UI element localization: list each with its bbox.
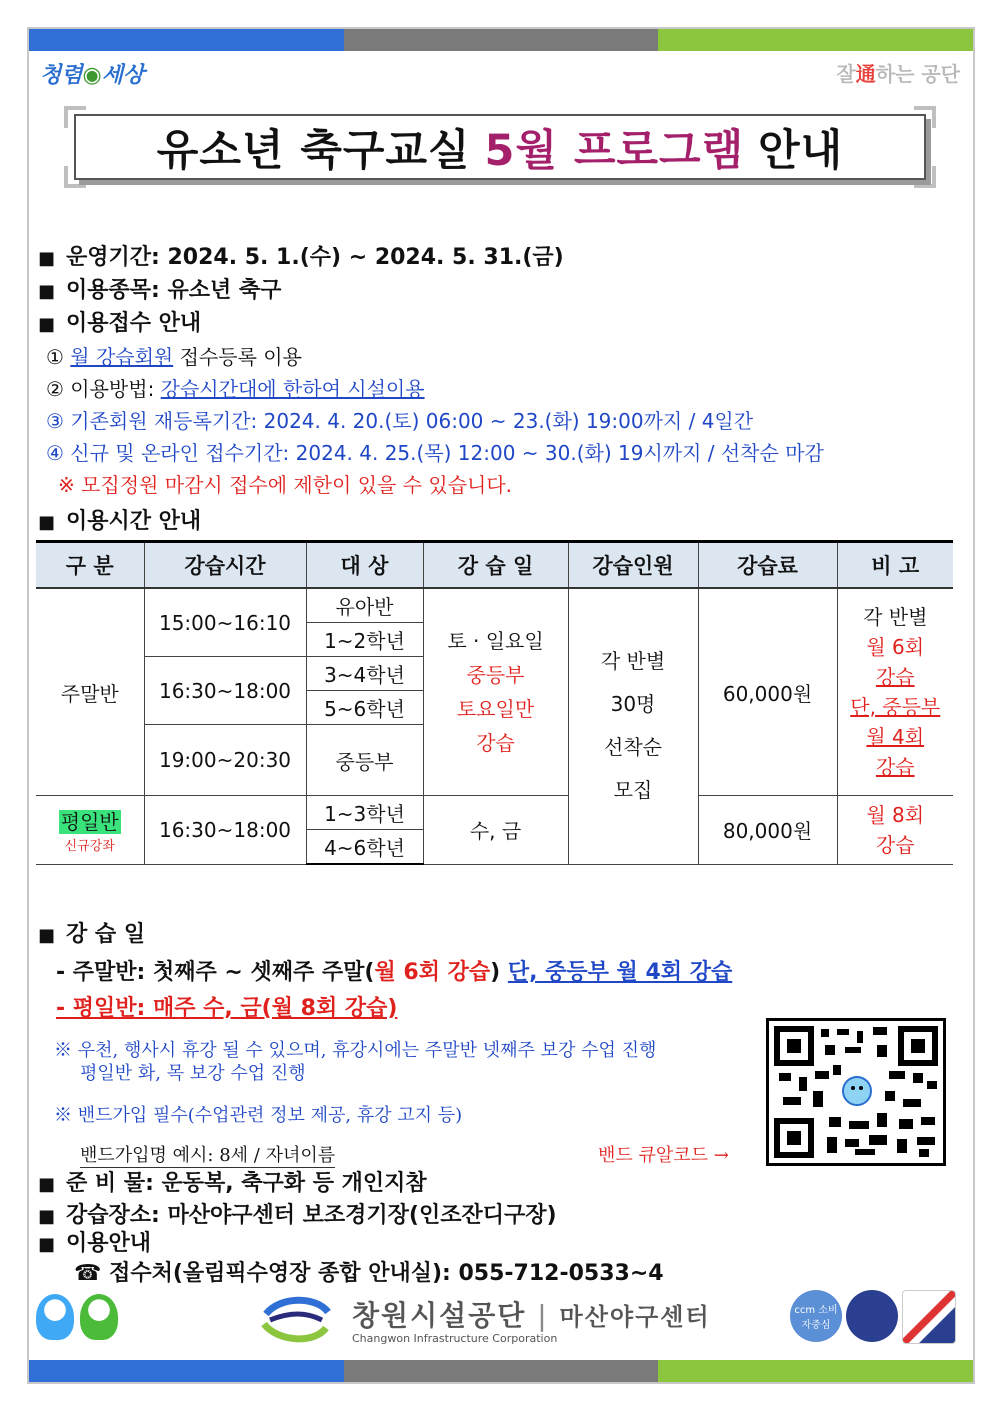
clean-world-logo: 청렴◉세상	[40, 62, 145, 88]
col-header-time: 강습시간	[144, 542, 306, 589]
time-slot: 16:30~18:00	[144, 796, 306, 865]
registration-heading: ■ 이용접수 안내	[38, 311, 202, 336]
col-header-fee: 강습료	[698, 542, 837, 589]
time-slot: 19:00~20:30	[144, 725, 306, 796]
target-cell: 4~6학년	[306, 830, 423, 865]
target-cell: 3~4학년	[306, 657, 423, 691]
top-color-bar	[29, 29, 973, 51]
col-header-target: 대 상	[306, 542, 423, 589]
ccm-badge: ccm 소비자중심	[790, 1290, 842, 1342]
page-title: 유소년 축구교실 5월 프로그램 안내	[74, 114, 926, 180]
weekend-remark: 각 반별 월 6회 강습 단, 중등부 월 4회 강습	[837, 588, 953, 796]
weekend-fee: 60,000원	[698, 588, 837, 796]
target-cell: 중등부	[306, 725, 423, 796]
registration-item-2: ② 이용방법: 강습시간대에 한하여 시설이용	[46, 377, 425, 401]
col-header-capacity: 강습인원	[568, 542, 698, 589]
sport-type: ■ 이용종목: 유소년 축구	[38, 278, 282, 303]
guide-heading: ■ 이용안내	[38, 1231, 152, 1256]
band-notice: ※ 밴드가입 필수(수업관련 정보 제공, 휴강 고지 등)	[54, 1105, 463, 1126]
weekend-class-label: 주말반	[36, 588, 144, 796]
corporation-slogan-logo: 잘通하는 공단	[836, 62, 960, 86]
target-cell: 유아반	[306, 588, 423, 623]
certification-badges	[790, 1290, 956, 1344]
mascot-characters	[36, 1294, 118, 1340]
mascot-icon	[36, 1294, 74, 1340]
registration-item-3: ③ 기존회원 재등록기간: 2024. 4. 20.(토) 06:00 ~ 23.(화) 19:00까지 / 4일간	[46, 409, 754, 433]
preparation-line: ■ 준 비 물: 운동복, 축구화 등 개인지참	[38, 1171, 427, 1196]
capacity-cell: 각 반별 30명 선착순 모집	[568, 588, 698, 864]
capacity-notice: ※ 모집정원 마감시 접수에 제한이 있을 수 있습니다.	[58, 473, 513, 497]
col-header-division: 구 분	[36, 542, 144, 589]
weekend-days-cell: 토 · 일요일 중등부 토요일만 강습	[423, 588, 568, 796]
schedule-table	[36, 540, 953, 865]
mascot-icon	[80, 1294, 118, 1340]
certification-seal-icon	[846, 1290, 898, 1342]
contact-line: ☎ 접수처(올림픽수영장 종합 안내실): 055-712-0533~4	[74, 1261, 664, 1286]
bottom-color-bar	[29, 1360, 973, 1382]
rain-notice-cont: 평일반 화, 목 보강 수업 진행	[80, 1063, 306, 1084]
col-header-remark: 비 고	[837, 542, 953, 589]
weekday-remark: 월 8회 강습	[837, 796, 953, 865]
changwon-corporation-logo	[260, 1292, 711, 1350]
weekday-class-label: 평일반 신규강좌	[36, 796, 144, 865]
weekday-days-cell: 수, 금	[423, 796, 568, 865]
operation-period: ■ 운영기간: 2024. 5. 1.(수) ~ 2024. 5. 31.(금)	[38, 245, 564, 270]
time-slot: 15:00~16:10	[144, 588, 306, 657]
title-banner	[64, 106, 936, 188]
band-name-example: 밴드가입명 예시: 8세 / 자녀이름	[80, 1141, 335, 1168]
target-cell: 1~2학년	[306, 623, 423, 657]
location-line: ■ 강습장소: 마산야구센터 보조경기장(인조잔디구장)	[38, 1203, 557, 1228]
registration-item-1: ① 월 강습회원 접수등록 이용	[46, 345, 302, 369]
band-qr-label: 밴드 큐알코드 →	[598, 1145, 729, 1166]
rain-notice: ※ 우천, 행사시 휴강 될 수 있으며, 휴강시에는 주말반 넷째주 보강 수업 진행	[54, 1040, 657, 1061]
weekday-fee: 80,000원	[698, 796, 837, 865]
lesson-days-heading: ■ 강 습 일	[38, 922, 146, 947]
table-header-row	[36, 542, 953, 589]
certification-flag-icon	[902, 1290, 956, 1344]
target-cell: 5~6학년	[306, 691, 423, 725]
time-slot: 16:30~18:00	[144, 657, 306, 725]
weekday-lesson-line: - 평일반: 매주 수, 금(월 8회 강습)	[56, 996, 398, 1021]
registration-item-4: ④ 신규 및 온라인 접수기간: 2024. 4. 25.(목) 12:00 ~ 30.(화) 19시까지 / 선착순 마감	[46, 441, 824, 465]
col-header-days: 강 습 일	[423, 542, 568, 589]
org-name: 창원시설공단 | 마산야구센터	[352, 1299, 711, 1332]
swirl-logo-icon	[260, 1294, 332, 1346]
time-heading: ■ 이용시간 안내	[38, 509, 202, 534]
org-english-name: Changwon Infrastructure Corporation	[352, 1332, 558, 1345]
band-qr-code[interactable]	[766, 1018, 946, 1166]
target-cell: 1~3학년	[306, 796, 423, 830]
weekend-lesson-line: - 주말반: 첫째주 ~ 셋째주 주말(월 6회 강습) 단, 중등부 월 4회 강습	[56, 960, 733, 985]
